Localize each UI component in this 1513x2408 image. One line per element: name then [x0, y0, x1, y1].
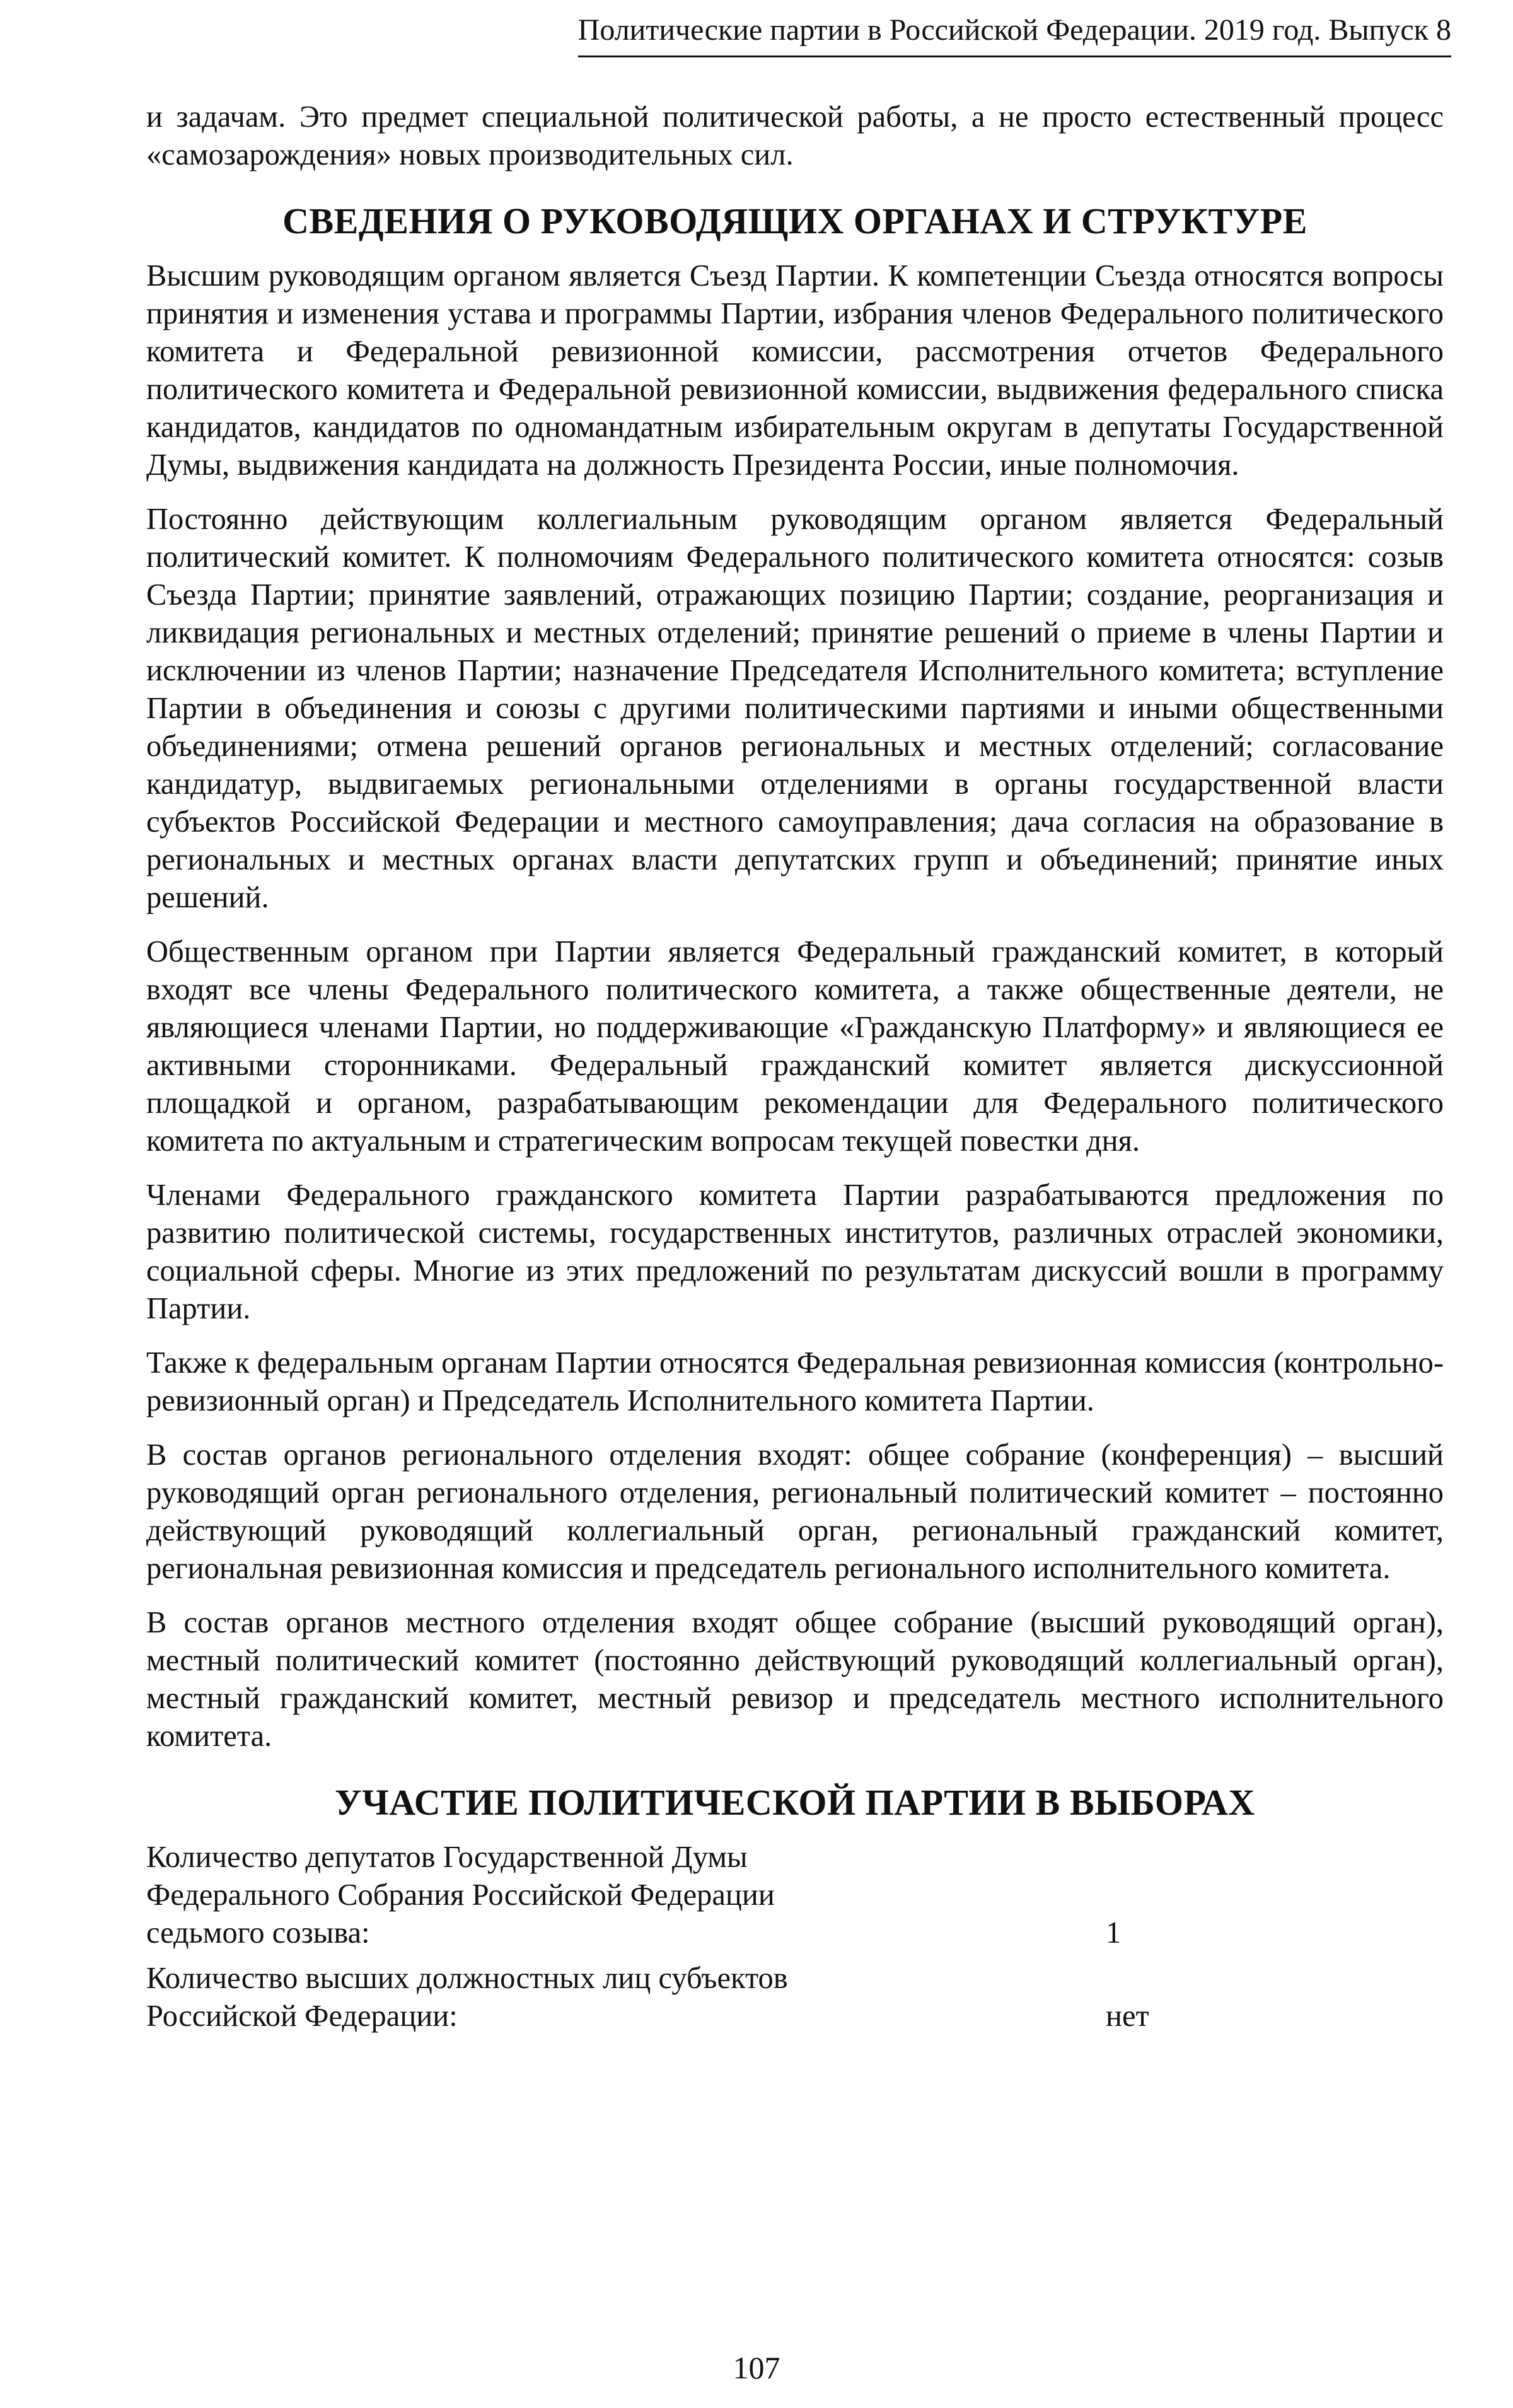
label-line: Количество депутатов Государственной Думы — [146, 1841, 748, 1874]
elections-row-value: 1 — [1106, 1916, 1122, 1950]
elections-row-label — [146, 1839, 915, 1952]
elections-row-label — [146, 1960, 915, 2035]
label-line: Количество высших должностных лиц субъектов — [146, 1962, 788, 1995]
section-governance-title: СВЕДЕНИЯ О РУКОВОДЯЩИХ ОРГАНАХ И СТРУКТУРЕ — [282, 201, 1307, 241]
page-content — [146, 98, 1444, 2043]
elections-row-value: нет — [1106, 1999, 1149, 2033]
label-line: Российской Федерации: — [146, 1999, 458, 2033]
page-number: 107 — [733, 2350, 780, 2385]
governance-paragraph: Также к федеральным органам Партии относятся Федеральная ревизионная комиссия (контрольно-ревизионный орган) и Председатель Исполнительного комитета Партии. — [146, 1346, 1444, 1417]
label-line: седьмого созыва: — [146, 1916, 370, 1950]
governance-paragraph: В состав органов регионального отделения входят: общее собрание (конференция) – высший руководящий орган регионального отделения, региональный политический комитет – постоянно действующий руководящий коллегиальный орган, региональный гражданский комитет, региональная ревизионная комиссия и председатель регионального исполнительного комитета. — [146, 1438, 1444, 1585]
elections-row-duma-deputies — [146, 1839, 1444, 1952]
intro-paragraph: и задачам. Это предмет специальной политической работы, а не просто естественный процесс «самозарождения» новых производительных сил. — [146, 100, 1444, 172]
governance-paragraph: Высшим руководящим органом является Съезд Партии. К компетенции Съезда относятся вопросы принятия и изменения устава и программы Партии, избрания членов Федерального политического комитета и Федеральной ревизионной комиссии, рассмотрения отчетов Федерального политического комитета и Федеральной ревизионной комиссии, выдвижения федерального списка кандидатов, кандидатов по одномандатным избирательным округам в депутаты Государственной Думы, выдвижения кандидата на должность Президента России, иные полномочия. — [146, 259, 1444, 482]
running-header: Политические партии в Российской Федерации. 2019 год. Выпуск 8 — [578, 10, 1451, 57]
governance-paragraph: Членами Федерального гражданского комитета Партии разрабатываются предложения по развитию политической системы, государственных институтов, различных отраслей экономики, социальной сферы. Многие из этих предложений по результатам дискуссий вошли в программу Партии. — [146, 1178, 1444, 1325]
label-line: Федерального Собрания Российской Федерации — [146, 1878, 775, 1912]
elections-table — [146, 1839, 1444, 2035]
elections-row-regional-heads — [146, 1960, 1444, 2035]
governance-paragraph: Постоянно действующим коллегиальным руководящим органом является Федеральный политический комитет. К полномочиям Федерального политического комитета относятся: созыв Съезда Партии; принятие заявлений, отражающих позицию Партии; создание, реорганизация и ликвидация региональных и местных отделений; принятие решений о приеме в члены Партии и исключении из членов Партии; назначение Председателя Исполнительного комитета; вступление Партии в объединения и союзы с другими политическими партиями и иными общественными объединениями; отмена решений органов региональных и местных отделений; согласование кандидатур, выдвигаемых региональными отделениями в органы государственной власти субъектов Российской Федерации и местного самоуправления; дача согласия на образование в региональных и местных органах власти депутатских групп и объединений; принятие иных решений. — [146, 503, 1444, 914]
governance-paragraph: Общественным органом при Партии является Федеральный гражданский комитет, в который входят все члены Федерального политического комитета, а также общественные деятели, не являющиеся членами Партии, но поддерживающие «Гражданскую Платформу» и являющиеся ее активными сторонниками. Федеральный гражданский комитет является дискуссионной площадкой и органом, разрабатывающим рекомендации для Федерального политического комитета по актуальным и стратегическим вопросам текущей повестки дня. — [146, 935, 1444, 1158]
section-elections-title: УЧАСТИЕ ПОЛИТИЧЕСКОЙ ПАРТИИ В ВЫБОРАХ — [335, 1782, 1255, 1823]
governance-paragraph: В состав органов местного отделения входят общее собрание (высший руководящий орган), местный политический комитет (постоянно действующий руководящий коллегиальный орган), местный гражданский комитет, местный ревизор и председатель местного исполнительного комитета. — [146, 1606, 1444, 1753]
